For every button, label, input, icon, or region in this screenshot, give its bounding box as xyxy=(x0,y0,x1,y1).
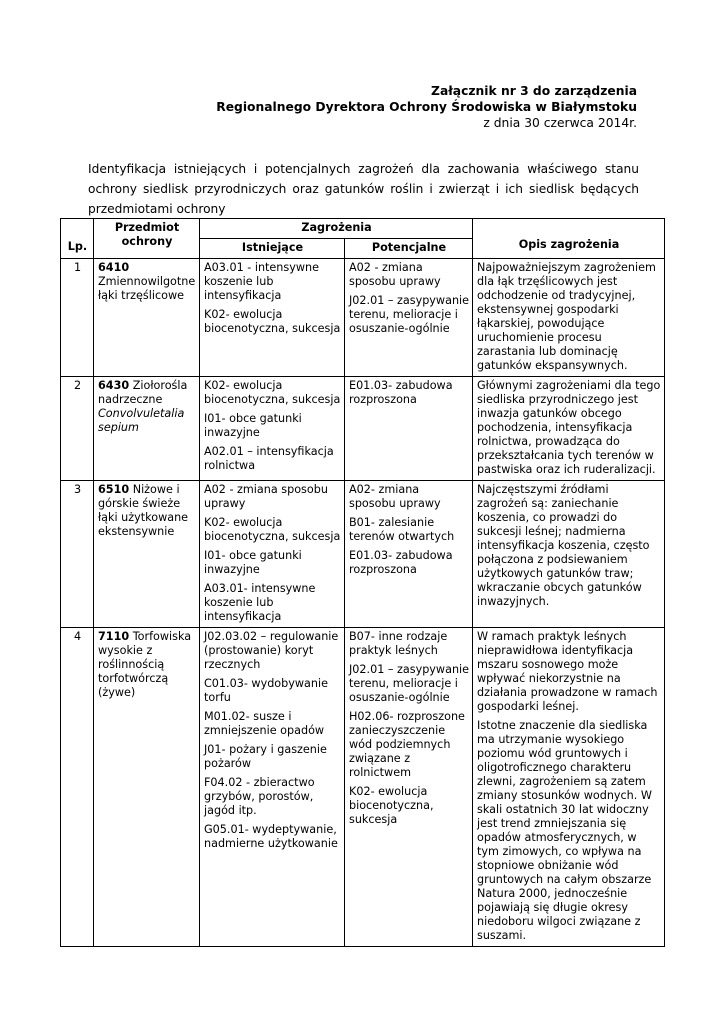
table-row xyxy=(61,259,665,377)
description-cell xyxy=(473,481,665,628)
threat-item: H02.06- rozproszone zanieczyszczenie wód podziemnych związane z rolnictwem xyxy=(349,710,465,779)
description-text: Najczęstszymi źródłami zagrożeń są: zaniechanie koszenia, co prowadzi do sukcesji leśnej; nadmierna intensyfikacja koszenia, często połączona z podsiewaniem użytkowych gatunków traw; wkraczanie obcych gatunków inwazyjnych. xyxy=(477,483,650,608)
habitat-name-latin: Convolvuletalia sepium xyxy=(98,407,185,434)
threat-item: B07- inne rodzaje praktyk leśnych xyxy=(349,630,448,657)
col-existing-header: Istniejące xyxy=(200,239,345,259)
threat-item: A02.01 – intensyfikacja rolnictwa xyxy=(204,445,334,472)
threat-item: I01- obce gatunki inwazyjne xyxy=(204,412,302,439)
threat-item: A02 - zmiana sposobu uprawy xyxy=(204,483,328,510)
row-number: 3 xyxy=(61,481,94,628)
threat-item: A02- zmiana sposobu uprawy xyxy=(349,483,441,510)
threat-item: M01.02- susze i zmniejszenie opadów xyxy=(204,710,325,737)
description-text: Głównymi zagrożeniami dla tego siedliska przyrodniczego jest inwazja gatunków obcego pochodzenia, intensyfikacja rolnictwa, prowadząca do przekształcania tych terenów w pastwiska oraz ich ruderalizacji. xyxy=(477,379,661,476)
row-number: 1 xyxy=(61,259,94,377)
threat-item: J01- pożary i gaszenie pożarów xyxy=(204,743,327,770)
existing-threats-cell xyxy=(200,259,345,377)
row-number: 2 xyxy=(61,377,94,481)
potential-threats-cell xyxy=(345,481,473,628)
habitat-code: 7110 xyxy=(98,630,130,643)
threat-item: J02.01 – zasypywanie terenu, melioracje i osuszanie-ogólnie xyxy=(349,663,470,704)
description-text: W ramach praktyk leśnych nieprawidłowa identyfikacja mszaru sosnowego może wpływać niekorzystnie na działania prowadzone w ramach gospodarki leśnej. xyxy=(477,630,658,713)
threat-item: F04.02 - zbieractwo grzybów, porostów, jagód itp. xyxy=(204,776,315,817)
col-lp-header: Lp. xyxy=(61,219,94,259)
row-number: 4 xyxy=(61,628,94,947)
col-subject-header: Przedmiot ochrony xyxy=(94,219,200,259)
col-threats-header: Zagrożenia xyxy=(200,219,473,239)
header-line-3: z dnia 30 czerwca 2014r. xyxy=(483,116,637,130)
subject-cell xyxy=(94,481,200,628)
description-text: Najpoważniejszym zagrożeniem dla łąk trzęślicowych jest odchodzenie od tradycyjnej, ekstensywnej gospodarki łąkarskiej, powodujące uruchomienie procesu zarastania lub dominację gatunków ekspansywnych. xyxy=(477,261,656,372)
threat-item: E01.03- zabudowa rozproszona xyxy=(349,379,453,406)
habitat-name: Niżowe i górskie świeże łąki użytkowane ekstensywnie xyxy=(98,483,189,538)
threat-item: E01.03- zabudowa rozproszona xyxy=(349,549,453,576)
habitat-code: 6410 xyxy=(98,261,130,274)
threat-item: B01- zalesianie terenów otwartych xyxy=(349,516,455,543)
threat-item: A03.01 - intensywne koszenie lub intensyfikacja xyxy=(204,261,319,302)
threat-item: J02.03.02 – regulowanie (prostowanie) koryt rzecznych xyxy=(204,630,339,671)
threat-item: A02 - zmiana sposobu uprawy xyxy=(349,261,441,288)
habitat-name: Torfowiska wysokie z roślinnością torfotwórczą (żywe) xyxy=(98,630,192,699)
intro-paragraph: Identyfikacja istniejących i potencjalnych zagrożeń dla zachowania właściwego stanu ochrony siedlisk przyrodniczych oraz gatunków roślin i zwierząt i ich siedlisk będących przedmiotami ochrony xyxy=(88,162,639,216)
subject-cell xyxy=(94,628,200,947)
table-row xyxy=(61,377,665,481)
existing-threats-cell xyxy=(200,628,345,947)
threat-item: I01- obce gatunki inwazyjne xyxy=(204,549,302,576)
potential-threats-cell xyxy=(345,259,473,377)
threats-table xyxy=(60,218,665,947)
threat-item: K02- ewolucja biocenotyczna, sukcesja xyxy=(204,379,341,406)
threat-item: K02- ewolucja biocenotyczna, sukcesja xyxy=(204,308,341,335)
potential-threats-cell xyxy=(345,377,473,481)
description-cell xyxy=(473,377,665,481)
col-desc-header: Opis zagrożenia xyxy=(473,219,665,259)
threat-item: G05.01- wydeptywanie, nadmierne użytkowanie xyxy=(204,823,338,850)
threat-item: K02- ewolucja biocenotyczna, sukcesja xyxy=(204,516,341,543)
habitat-code: 6510 xyxy=(98,483,130,496)
potential-threats-cell xyxy=(345,628,473,947)
threat-item: K02- ewolucja biocenotyczna, sukcesja xyxy=(349,785,434,826)
habitat-code: 6430 xyxy=(98,379,130,392)
description-text: Istotne znaczenie dla siedliska ma utrzymanie wysokiego poziomu wód gruntowych i oligotroficznego charakteru zlewni, zagrożeniem są zatem zmiany stosunków wodnych. W skali ostatnich 30 lat widoczny jest trend zmniejszania się opadów atmosferycznych, w tym zimowych, co wpływa na stopniowe obniżanie wód gruntowych na całym obszarze Natura 2000, jednocześnie pojawiają się długie okresy niedoboru wilgoci związane z suszami. xyxy=(477,719,652,942)
threat-item: J02.01 – zasypywanie terenu, melioracje i osuszanie-ogólnie xyxy=(349,294,470,335)
description-cell xyxy=(473,628,665,947)
table-row xyxy=(61,481,665,628)
header-line-2: Regionalnego Dyrektora Ochrony Środowiska w Białymstoku xyxy=(216,100,637,114)
existing-threats-cell xyxy=(200,377,345,481)
subject-cell xyxy=(94,377,200,481)
table-row xyxy=(61,628,665,947)
threat-item: C01.03- wydobywanie torfu xyxy=(204,677,328,704)
document-header xyxy=(216,83,637,131)
existing-threats-cell xyxy=(200,481,345,628)
description-cell xyxy=(473,259,665,377)
col-potential-header: Potencjalne xyxy=(345,239,473,259)
habitat-name: Zmiennowilgotne łąki trzęślicowe xyxy=(98,275,196,302)
header-line-1: Załącznik nr 3 do zarządzenia xyxy=(431,84,637,98)
threat-item: A03.01- intensywne koszenie lub intensyfikacja xyxy=(204,582,316,623)
habitat-name: Ziołorośla nadrzeczne xyxy=(98,379,188,406)
subject-cell xyxy=(94,259,200,377)
